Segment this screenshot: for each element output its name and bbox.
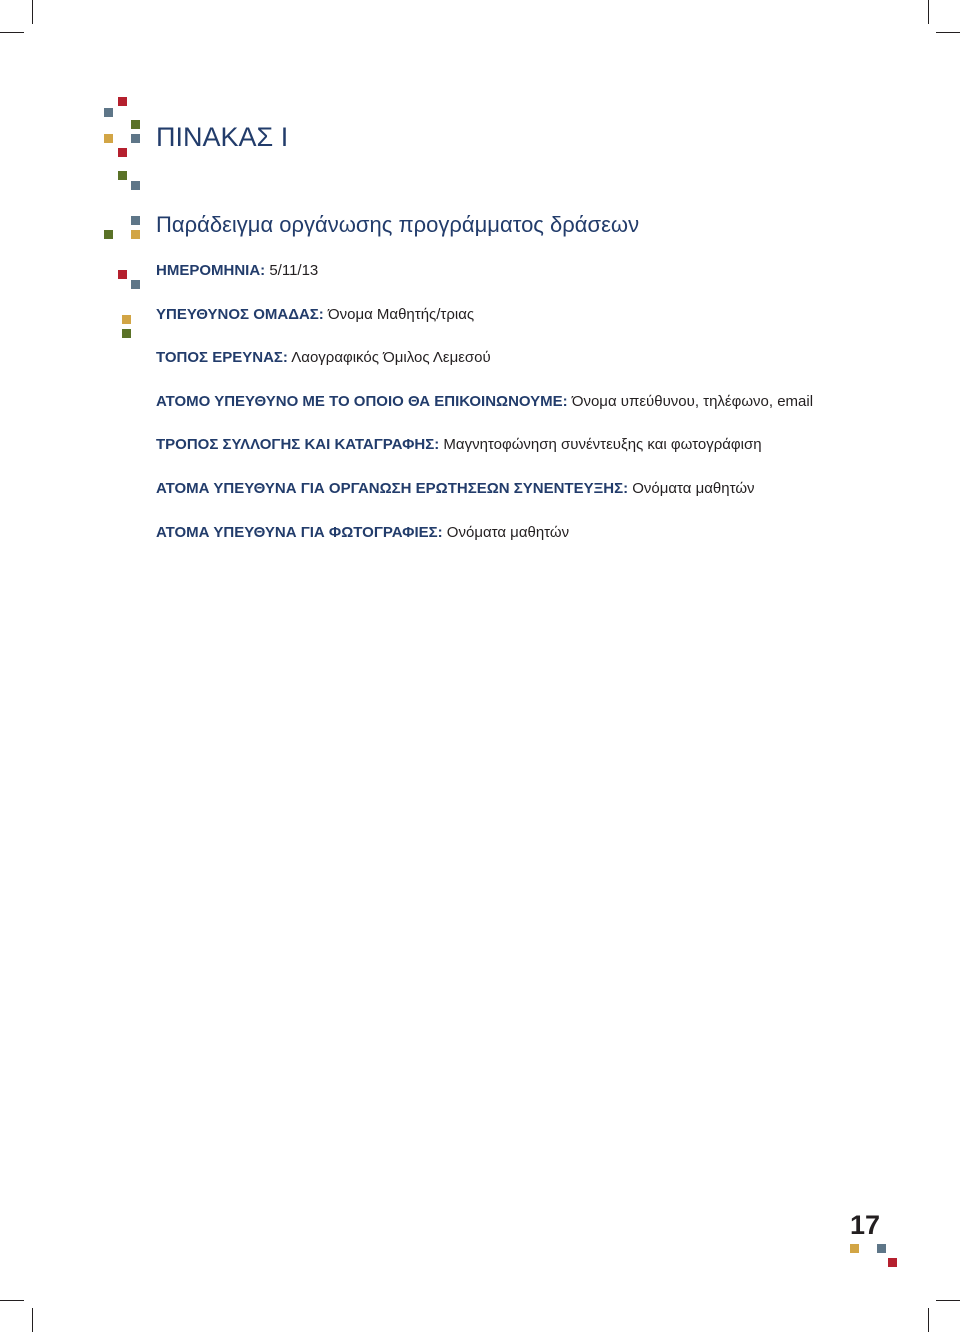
decor-square bbox=[122, 329, 131, 338]
field-value: Όνομα Μαθητής/τριας bbox=[323, 305, 475, 323]
decor-square bbox=[104, 230, 113, 239]
crop-mark-top-left-vertical bbox=[32, 0, 33, 24]
decor-square bbox=[131, 120, 140, 129]
crop-mark-top-right-vertical bbox=[928, 0, 929, 24]
decor-square bbox=[131, 134, 140, 143]
field-label: ΗΜΕΡΟΜΗΝΙΑ: bbox=[156, 262, 266, 279]
crop-mark-bottom-right-vertical bbox=[928, 1308, 929, 1332]
field-label: ΤΟΠΟΣ ΕΡΕΥΝΑΣ: bbox=[156, 349, 288, 367]
field-contact-person bbox=[156, 392, 936, 436]
field-interview-questions-team bbox=[156, 479, 936, 523]
decor-square bbox=[131, 181, 140, 190]
decor-square bbox=[131, 280, 140, 289]
decor-square bbox=[888, 1258, 897, 1267]
field-value: Ονόματα μαθητών bbox=[442, 523, 570, 541]
field-label: ΥΠΕΥΘΥΝΟΣ ΟΜΑΔΑΣ: bbox=[156, 305, 324, 323]
program-fields-list bbox=[156, 261, 936, 566]
page-number: 17 bbox=[850, 1210, 881, 1240]
crop-mark-top-right-horizontal bbox=[936, 32, 960, 33]
field-research-place bbox=[156, 348, 936, 392]
field-label: ΑΤΟΜΑ ΥΠΕΥΘΥΝΑ ΓΙΑ ΦΩΤΟΓΡΑΦΙΕΣ: bbox=[156, 523, 443, 541]
crop-mark-bottom-right-horizontal bbox=[936, 1300, 960, 1301]
decor-square bbox=[104, 134, 113, 143]
field-collection-method bbox=[156, 435, 936, 479]
decor-square bbox=[122, 315, 131, 324]
field-photography-team bbox=[156, 523, 936, 567]
field-value: 5/11/13 bbox=[265, 262, 319, 279]
field-label: ΑΤΟΜΟ ΥΠΕΥΘΥΝΟ ΜΕ ΤΟ ΟΠΟΙΟ ΘΑ ΕΠΙΚΟΙΝΩΝΟΥΜΕ: bbox=[156, 392, 568, 410]
field-value: Λαογραφικός Όμιλος Λεμεσού bbox=[287, 349, 491, 367]
crop-mark-bottom-left-vertical bbox=[32, 1308, 33, 1332]
decor-square bbox=[131, 216, 140, 225]
decor-square bbox=[118, 148, 127, 157]
decor-square bbox=[118, 97, 127, 106]
field-team-leader bbox=[156, 305, 936, 349]
page-subtitle: Παράδειγμα οργάνωσης προγράμματος δράσεων bbox=[156, 212, 640, 237]
field-label: ΑΤΟΜΑ ΥΠΕΥΘΥΝΑ ΓΙΑ ΟΡΓΑΝΩΣΗ ΕΡΩΤΗΣΕΩΝ ΣΥΝΕΝΤΕΥΞΗΣ: bbox=[156, 479, 629, 497]
decor-square bbox=[131, 230, 140, 239]
decor-square bbox=[118, 171, 127, 180]
field-value: Μαγνητοφώνηση συνέντευξης και φωτογράφιση bbox=[439, 436, 762, 454]
field-value: Όνομα υπεύθυνου, τηλέφωνο, email bbox=[567, 392, 814, 410]
decor-square bbox=[850, 1244, 859, 1253]
decor-square bbox=[877, 1244, 886, 1253]
field-date bbox=[156, 261, 936, 305]
decor-square bbox=[104, 108, 113, 117]
crop-mark-top-left-horizontal bbox=[0, 32, 24, 33]
field-value: Ονόματα μαθητών bbox=[628, 479, 755, 497]
field-label: ΤΡΟΠΟΣ ΣΥΛΛΟΓΗΣ ΚΑΙ ΚΑΤΑΓΡΑΦΗΣ: bbox=[156, 436, 440, 454]
page-title: ΠΙΝΑΚΑΣ Ι bbox=[156, 122, 289, 152]
crop-mark-bottom-left-horizontal bbox=[0, 1300, 24, 1301]
decor-square bbox=[118, 270, 127, 279]
